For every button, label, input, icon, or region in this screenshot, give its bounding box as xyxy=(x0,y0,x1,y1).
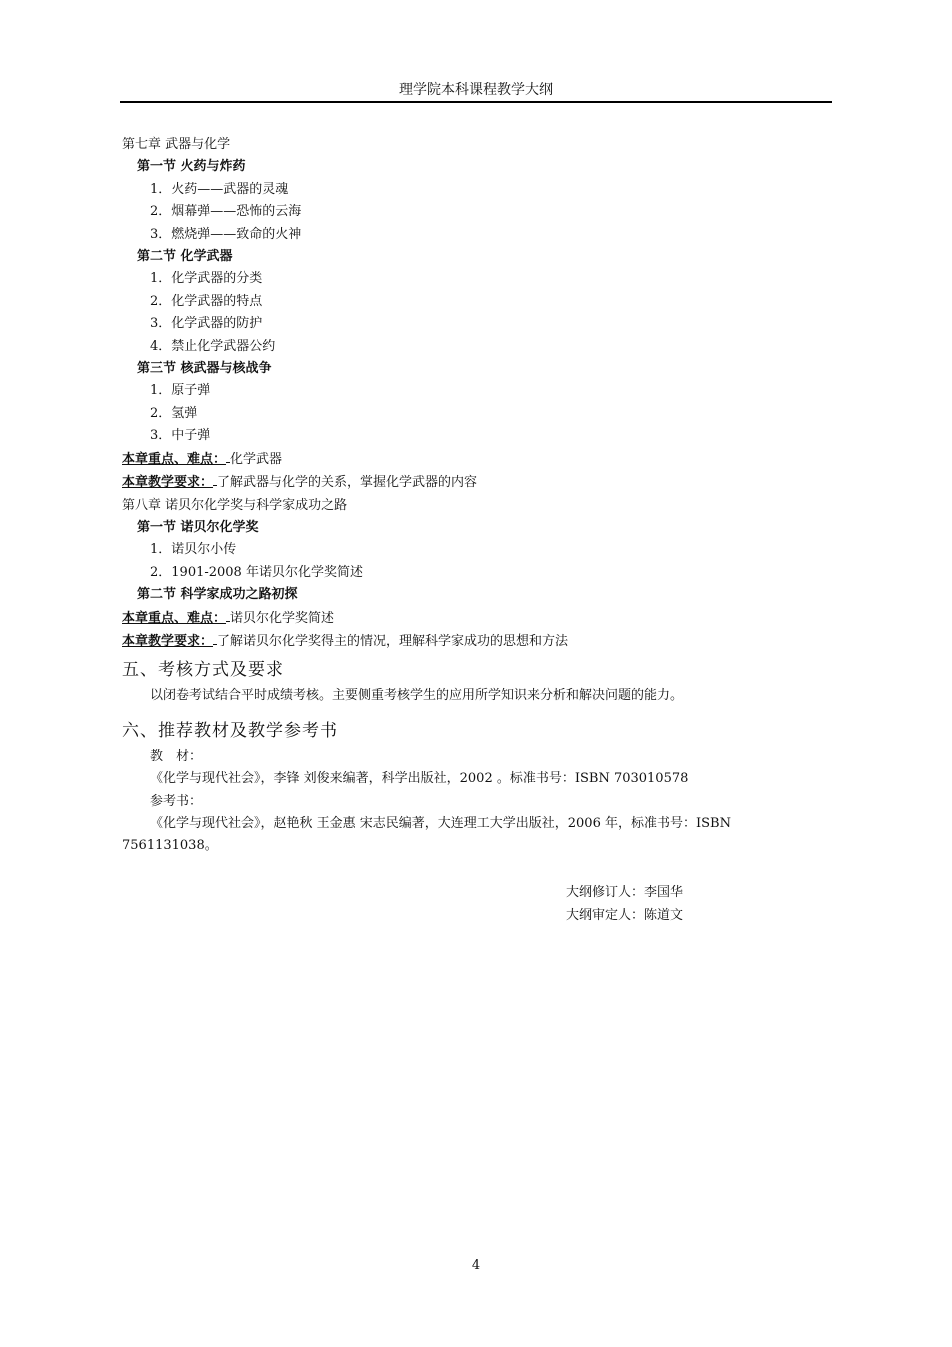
ch7-s3-item3: 3．中子弹 xyxy=(150,428,211,444)
ch7-s1-item1: 1．火药——武器的灵魂 xyxy=(150,181,289,197)
document-body xyxy=(122,134,830,858)
ch7-s3-item1: 1．原子弹 xyxy=(150,383,211,399)
ch7-s2-item3: 3．化学武器的防护 xyxy=(150,316,263,332)
key-points-label: 本章重点、难点： xyxy=(122,610,227,626)
chapter8-title: 第八章 诺贝尔化学奖与科学家成功之路 xyxy=(122,497,348,513)
page-header: 理学院本科课程教学大纲 xyxy=(399,82,553,98)
ch8-section2-title: 第二节 科学家成功之路初探 xyxy=(137,587,298,603)
ch7-section1-title: 第一节 火药与炸药 xyxy=(137,159,246,175)
textbook-entry: 《化学与现代社会》，李锋 刘俊来编著，科学出版社，2002 。标准书号：ISBN 703010578 xyxy=(150,771,689,787)
ch8-key-points xyxy=(122,607,830,630)
ch7-s2-item4: 4．禁止化学武器公约 xyxy=(150,338,276,354)
signature-block xyxy=(566,881,683,927)
section5-heading: 五、考核方式及要求 xyxy=(122,660,284,681)
requirements-text: 了解武器与化学的关系，掌握化学武器的内容 xyxy=(217,475,478,491)
ch8-requirements xyxy=(122,630,830,653)
ch7-s1-item3: 3．燃烧弹——致命的火神 xyxy=(150,226,302,242)
requirements-label: 本章教学要求： xyxy=(122,475,214,491)
ch7-s2-item1: 1．化学武器的分类 xyxy=(150,271,263,287)
reviewer: 大纲审定人：陈道文 xyxy=(566,908,684,923)
section6-heading: 六、推荐教材及教学参考书 xyxy=(122,720,338,741)
key-points-label: 本章重点、难点： xyxy=(122,451,227,467)
section5-text: 以闭卷考试结合平时成绩考核。主要侧重考核学生的应用所学知识来分析和解决问题的能力。 xyxy=(150,688,684,704)
reviser: 大纲修订人：李国华 xyxy=(566,885,684,900)
key-points-text: 诺贝尔化学奖简述 xyxy=(230,610,335,626)
ch8-s1-item1: 1．诺贝尔小传 xyxy=(150,542,237,558)
reference-entry-line2: 7561131038。 xyxy=(122,838,218,854)
reference-entry-line1: 《化学与现代社会》，赵艳秋 王金惠 宋志民编著，大连理工大学出版社，2006 年，标准书号：ISBN xyxy=(150,815,731,831)
key-points-text: 化学武器 xyxy=(230,451,283,467)
chapter7-title: 第七章 武器与化学 xyxy=(122,137,231,152)
ch7-requirements xyxy=(122,471,830,494)
requirements-label: 本章教学要求： xyxy=(122,633,214,649)
ch8-section1-title: 第一节 诺贝尔化学奖 xyxy=(137,519,259,535)
ch7-section3-title: 第三节 核武器与核战争 xyxy=(137,361,272,377)
reference-label: 参考书： xyxy=(150,793,203,809)
header-rule xyxy=(120,101,832,103)
page-number: 4 xyxy=(471,1258,481,1273)
ch7-s3-item2: 2．氢弹 xyxy=(150,405,198,421)
ch7-section2-title: 第二节 化学武器 xyxy=(137,249,233,265)
ch7-key-points xyxy=(122,448,830,471)
ch7-s2-item2: 2．化学武器的特点 xyxy=(150,293,263,309)
ch8-s1-item2: 2．1901-2008 年诺贝尔化学奖简述 xyxy=(150,564,363,580)
requirements-text: 了解诺贝尔化学奖得主的情况，理解科学家成功的思想和方法 xyxy=(217,633,569,649)
ch7-s1-item2: 2．烟幕弹——恐怖的云海 xyxy=(150,204,302,220)
textbook-label: 教 材： xyxy=(150,748,203,764)
